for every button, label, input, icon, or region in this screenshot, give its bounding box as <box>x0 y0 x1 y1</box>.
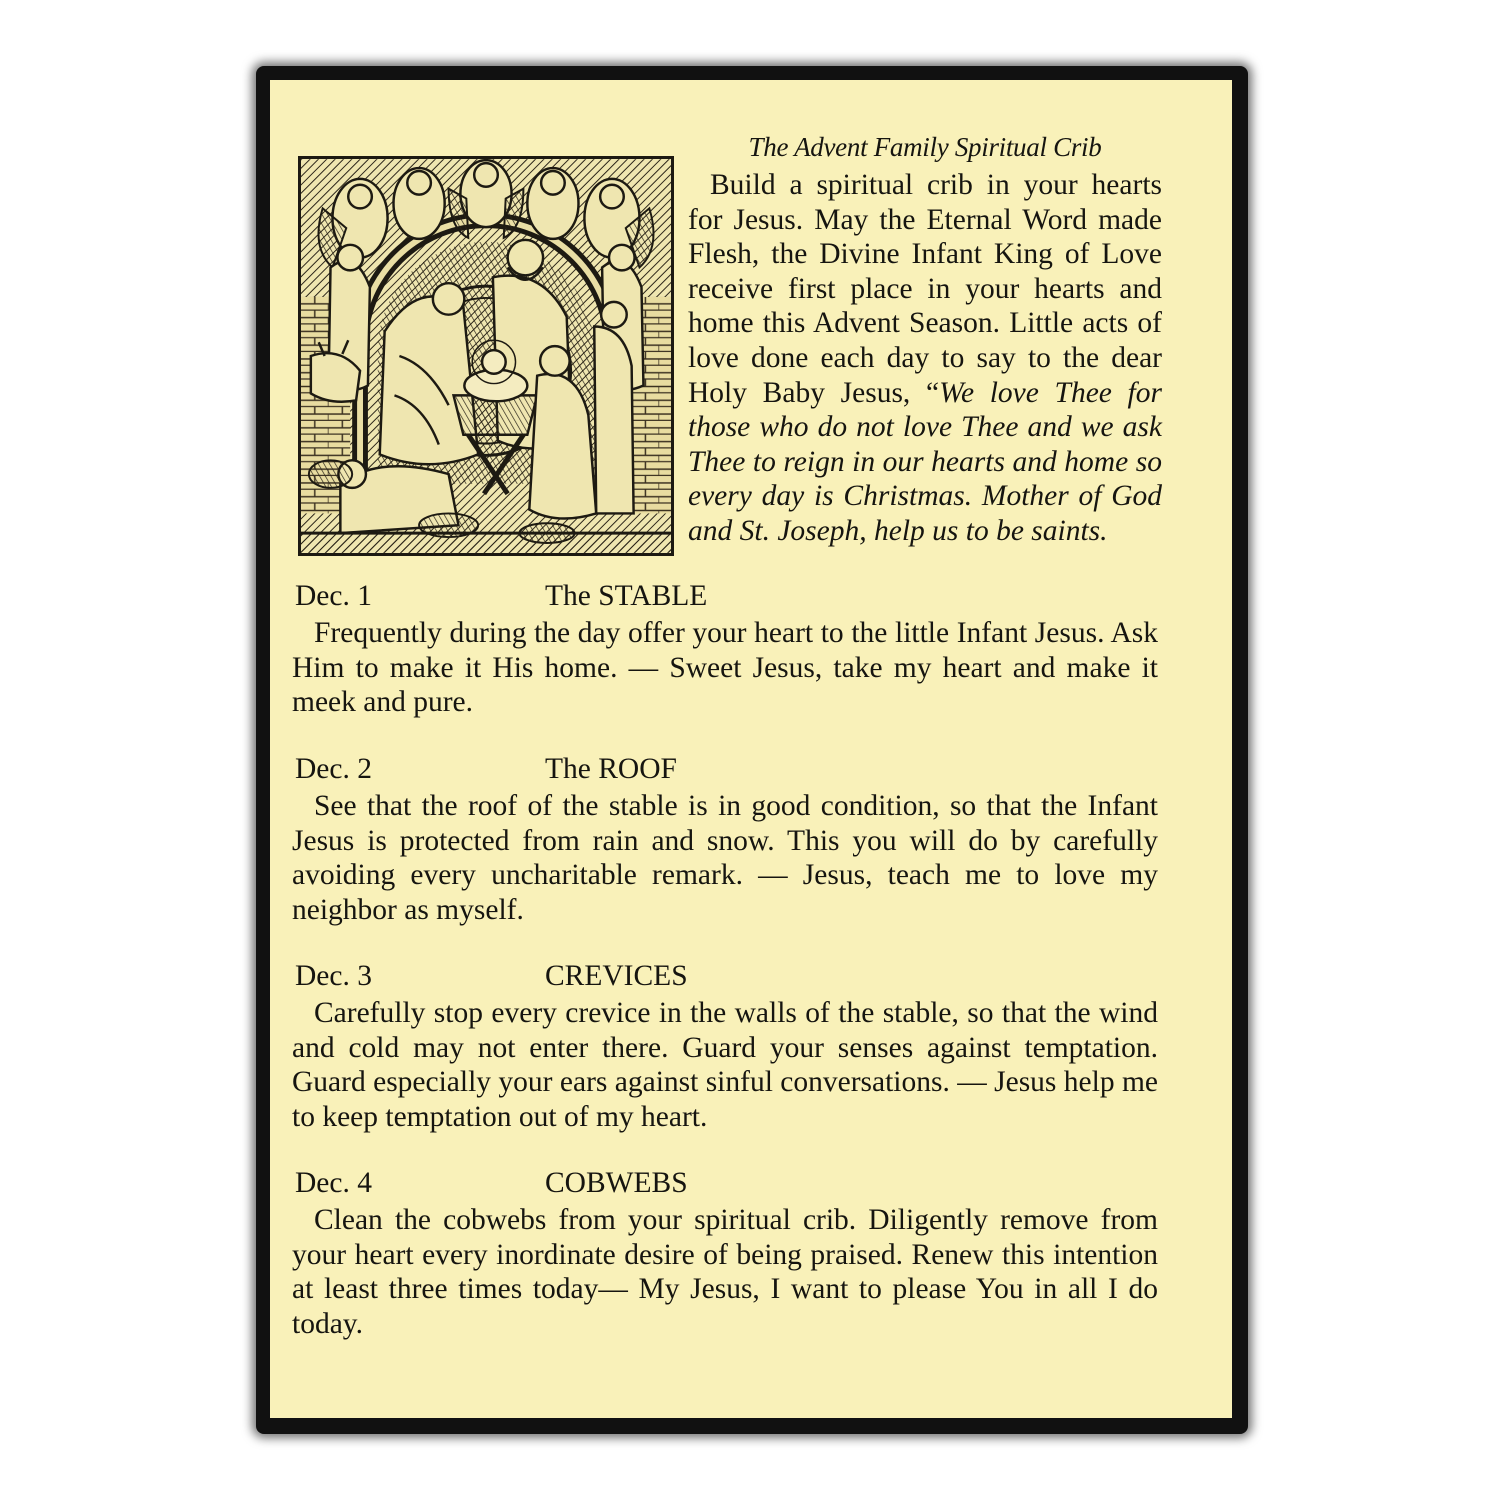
entry-heading: The ROOF <box>545 753 677 785</box>
entry-date: Dec. 1 <box>295 580 372 612</box>
entry-text: See that the roof of the stable is in good condition, so that the Infant Jesus is protected from rain and snow. This you will do by carefully avoiding every uncharitable remark. — Jesus, teach me to love my neighbor as myself. <box>292 790 1158 926</box>
entry-date: Dec. 3 <box>295 960 372 992</box>
intro-text: Build a spiritual crib in your hearts for Jesus. May the Eternal Word made Flesh, the Divine Infant King of Love receive first place in your hearts and home this Advent Season. Little acts of love done each day to say to the dear Holy Baby Jesus, “ <box>688 169 1162 409</box>
entry-date: Dec. 4 <box>295 1167 372 1199</box>
entry-heading: COBWEBS <box>545 1167 688 1199</box>
document-page <box>270 80 1232 1418</box>
entry-text: Carefully stop every crevice in the walls of the stable, so that the wind and cold may not enter there. Guard your senses against temptation. Guard especially your ears against sinful conversations. — Jesus help me to keep temptation out of my heart. <box>292 997 1158 1133</box>
document-title: The Advent Family Spiritual Crib <box>748 132 1102 162</box>
entry-date: Dec. 2 <box>295 753 372 785</box>
entry-heading: The STABLE <box>545 580 708 612</box>
intro-paragraph <box>688 168 1162 549</box>
day-entry-dec-4 <box>292 1167 1158 1341</box>
day-entry-dec-1 <box>292 580 1158 720</box>
day-entry-dec-3 <box>292 960 1158 1134</box>
nativity-engraving-icon <box>298 156 674 556</box>
intro-prayer: We love Thee for those who do not love Thee and we ask Thee to reign in our hearts and home so every day is Christmas. Mother of God and St. Joseph, help us to be saints. <box>688 376 1162 547</box>
entry-heading: CREVICES <box>545 960 688 992</box>
entry-text: Clean the cobwebs from your spiritual crib. Diligently remove from your heart every inordinate desire of being praised. Renew this intention at least three times today— My Jesus, I want to please You in all I do today. <box>292 1204 1158 1340</box>
day-entry-dec-2 <box>292 753 1158 927</box>
entry-text: Frequently during the day offer your heart to the little Infant Jesus. Ask Him to make it His home. — Sweet Jesus, take my heart and make it meek and pure. <box>292 617 1158 719</box>
